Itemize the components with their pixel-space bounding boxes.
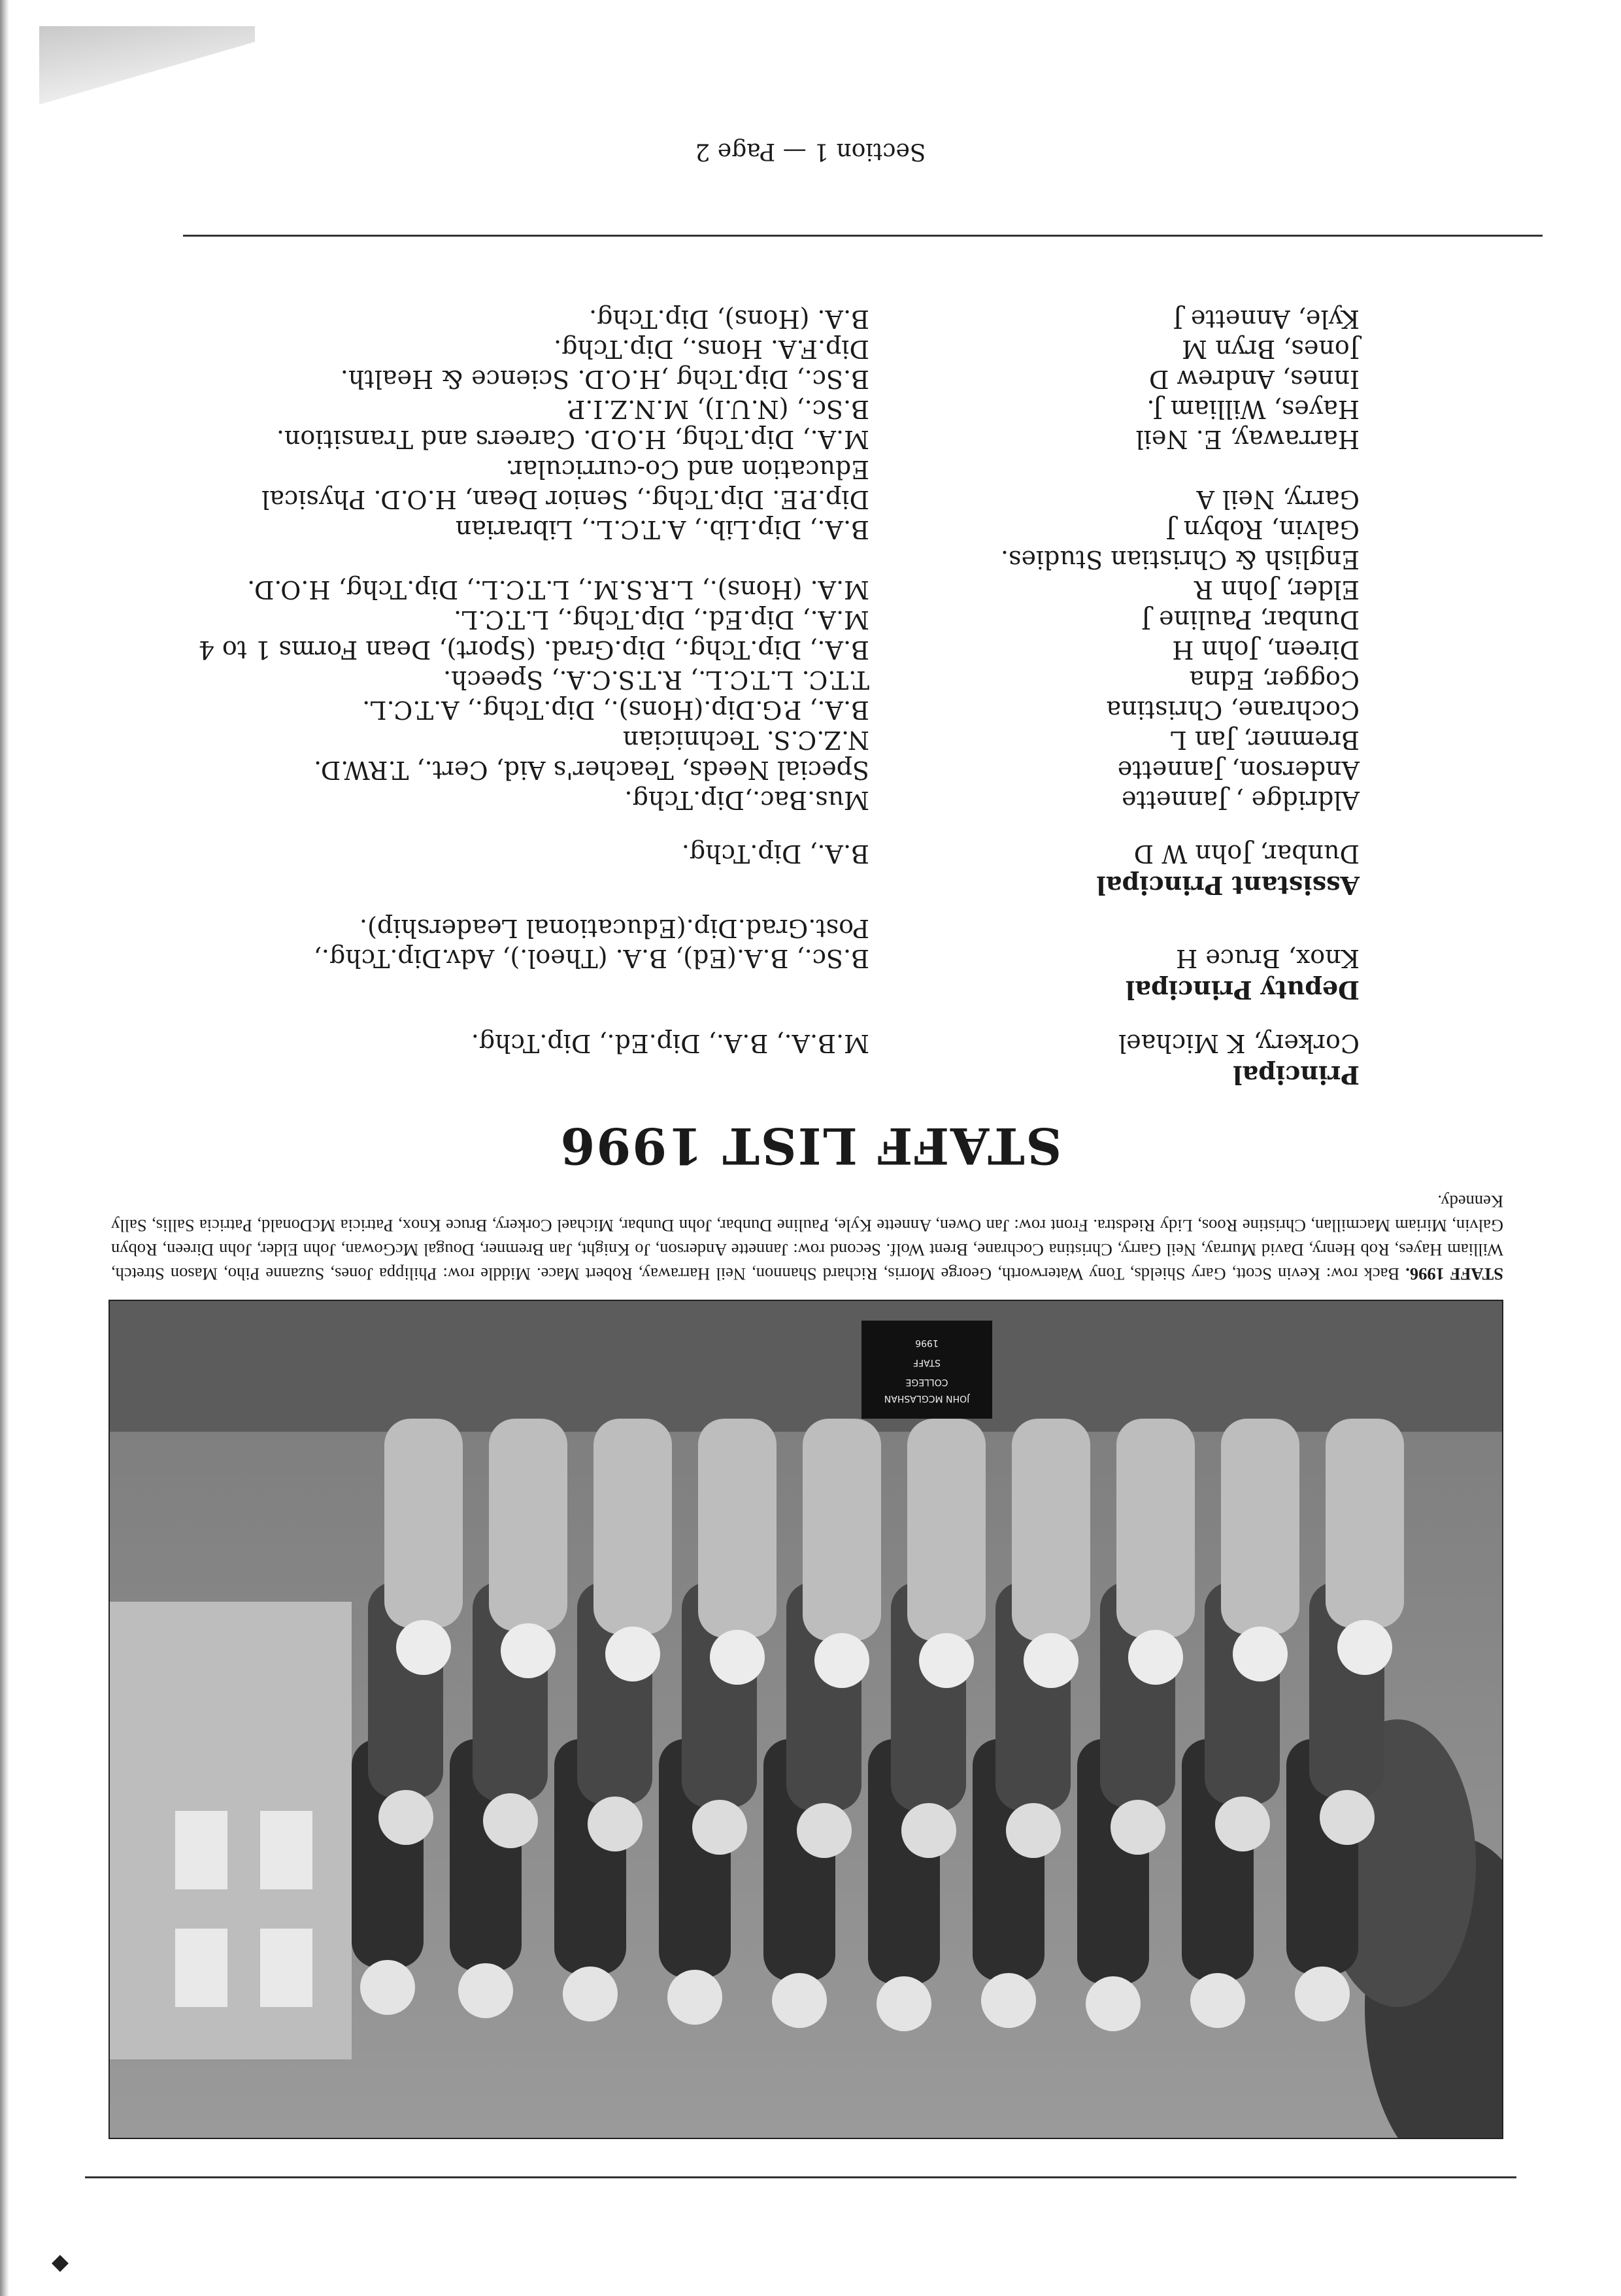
staff-row <box>52 304 1360 334</box>
photo-caption <box>111 1189 1503 1286</box>
scan-corner-mark: ◆ <box>51 2249 69 2275</box>
staff-qualifications: Dip.F.A. Hons., Dip.Tchg. <box>554 335 869 363</box>
staff-row <box>52 484 1360 515</box>
staff-qualifications: B.Sc., (N.U.I), M.N.Z.I.P. <box>565 395 869 424</box>
deputy-qualifications-2: Post.Grad.Dip.(Educational Leadership). <box>359 914 869 943</box>
principal-entry <box>52 1028 1360 1058</box>
photo-sign-line-1: JOHN MCGLASHAN <box>884 1393 970 1404</box>
staff-row <box>52 605 1360 635</box>
staff-qualifications: M.A. (Hons)., L.R.S.M., L.T.C.L., Dip.Tchg, H.O.D. <box>247 575 869 604</box>
staff-note-english: English & Christian Studies. <box>1000 545 1360 574</box>
caption-text: Back row: Kevin Scott, Gary Shields, Tony Waterworth, George Morris, Richard Shannon, Neil Harraway, Robert Mace. Middle row: Philippa Jones, Suzanne Piho, Mason Stretch, William Hayes, Rob Henry, David Murray, Neil Garry, Christina Cochrane, Brent Wolf. Second row: Jannette Anderson, Jo Knight, Jan Bremner, Dougal McGowan, John Elder, John Direen, Robyn Galvin, Miriam Macmillan, Christine Roos, Lidy Riedstra. Front row: Jan Owen, Annette Kyle, Pauline Dunbar, John Dunbar, Michael Corkery, Bruce Knox, Patricia McDonald, Patricia Sallis, Sally Kennedy. <box>110 1192 1503 1284</box>
staff-row <box>52 635 1360 665</box>
staff-row <box>52 424 1360 454</box>
caption-lead: STAFF 1996. <box>1405 1264 1503 1284</box>
staff-row <box>52 695 1360 725</box>
staff-qualifications: Special Needs, Teacher's Aid, Cert., T.RW.D. <box>314 756 869 785</box>
deputy-qualifications: B.Sc., B.A.(Ed), B.A. (Theol.), Adv.Dip.Tchg., <box>313 944 869 973</box>
staff-name: Harraway, E. Neil <box>1135 425 1360 454</box>
page-title: STAFF LIST 1996 <box>559 1117 1062 1175</box>
staff-row <box>52 785 1360 815</box>
bottom-rule <box>183 235 1543 237</box>
staff-row <box>52 515 1360 545</box>
staff-name: Jones, Bryn M <box>1182 335 1360 363</box>
staff-row <box>52 665 1360 695</box>
staff-name: Anderson, Jannette <box>1117 756 1360 785</box>
staff-name: Kyle, Annette J <box>1173 305 1360 333</box>
staff-name: Direen, John H <box>1172 635 1360 664</box>
staff-name: Dunbar, Pauline J <box>1141 605 1360 634</box>
staff-row <box>52 364 1360 394</box>
principal-qualifications: M.B.A., B.A., Dip.Ed., Dip.Tchg. <box>471 1029 869 1058</box>
staff-row <box>52 394 1360 424</box>
staff-qualifications: Dip.P.E. Dip.Tchg., Senior Dean, H.O.D. Physical <box>261 485 869 514</box>
staff-row <box>52 575 1360 605</box>
staff-name: Elder, John R <box>1194 575 1360 604</box>
staff-name: Aldridge , Jannette <box>1122 786 1360 815</box>
principal-heading: Principal <box>1233 1060 1360 1090</box>
staff-qualifications: B.Sc., Dip.Tchg ,H.O.D. Science & Health. <box>340 365 869 394</box>
staff-name: Hayes, William J. <box>1146 395 1360 424</box>
photo-sign-line-3: STAFF <box>912 1357 941 1368</box>
staff-qualifications: N.Z.C.S. Technician <box>622 726 869 754</box>
top-rule <box>85 2176 1516 2178</box>
assistant-qualifications: B.A., Dip.Tchg. <box>681 839 869 868</box>
deputy-name: Knox, Bruce H <box>1176 944 1360 973</box>
assistant-entry <box>52 839 1360 869</box>
staff-qualifications: B.A., Dip.Tchg., Dip.Grad. (Sport), Dean Forms 1 to 4 <box>198 635 869 664</box>
staff-row <box>52 725 1360 755</box>
staff-row <box>52 755 1360 785</box>
staff-qualifications: B.A. (Hons), Dip.Tchg. <box>589 305 869 333</box>
staff-qualifications: Mus.Bac.,Dip.Tchg. <box>624 786 869 815</box>
staff-name: Cochrane, Christina <box>1106 696 1360 724</box>
deputy-entry-continued <box>52 913 1360 943</box>
staff-qualifications: B.A., Dip.Lib., A.T.C.L., Librarian <box>455 515 869 544</box>
staff-qualifications: T.T.C. L.T.C.L., R.T.S.C.A., Speech. <box>443 666 869 694</box>
deputy-heading: Deputy Principal <box>1125 975 1360 1005</box>
staff-name: Innes, Andrew D <box>1148 365 1360 394</box>
staff-group-photo <box>109 1300 1503 2139</box>
assistant-heading: Assistant Principal <box>1096 871 1360 900</box>
photo-sign-line-2: COLLEGE <box>905 1377 948 1387</box>
staff-name: Galvin, Robyn J <box>1165 515 1360 544</box>
staff-row-continued <box>52 454 1360 484</box>
staff-name: Garry, Neil A <box>1196 485 1360 514</box>
staff-qualifications: Education and Co-curricular. <box>505 455 869 484</box>
photo-sign-line-4: 1996 <box>915 1338 939 1348</box>
assistant-name: Dunbar, John W D <box>1133 839 1360 868</box>
principal-name: Corkery, K Michael <box>1118 1029 1360 1058</box>
staff-qualifications: B.A., P.G.Dip.(Hons)., Dip.Tchg., A.T.C.L. <box>362 696 869 724</box>
staff-row <box>52 334 1360 364</box>
page-footer: Section 1 — Page 2 <box>695 138 926 165</box>
staff-name: Cogger, Edna <box>1189 666 1360 694</box>
staff-name: Bremner, Jan L <box>1170 726 1360 754</box>
staff-qualifications: M.A., Dip.Ed., Dip.Tchg., L.T.C.L. <box>454 605 869 634</box>
staff-qualifications: M.A., Dip.Tchg, H.O.D. Careers and Transition. <box>276 425 869 454</box>
deputy-entry <box>52 943 1360 973</box>
